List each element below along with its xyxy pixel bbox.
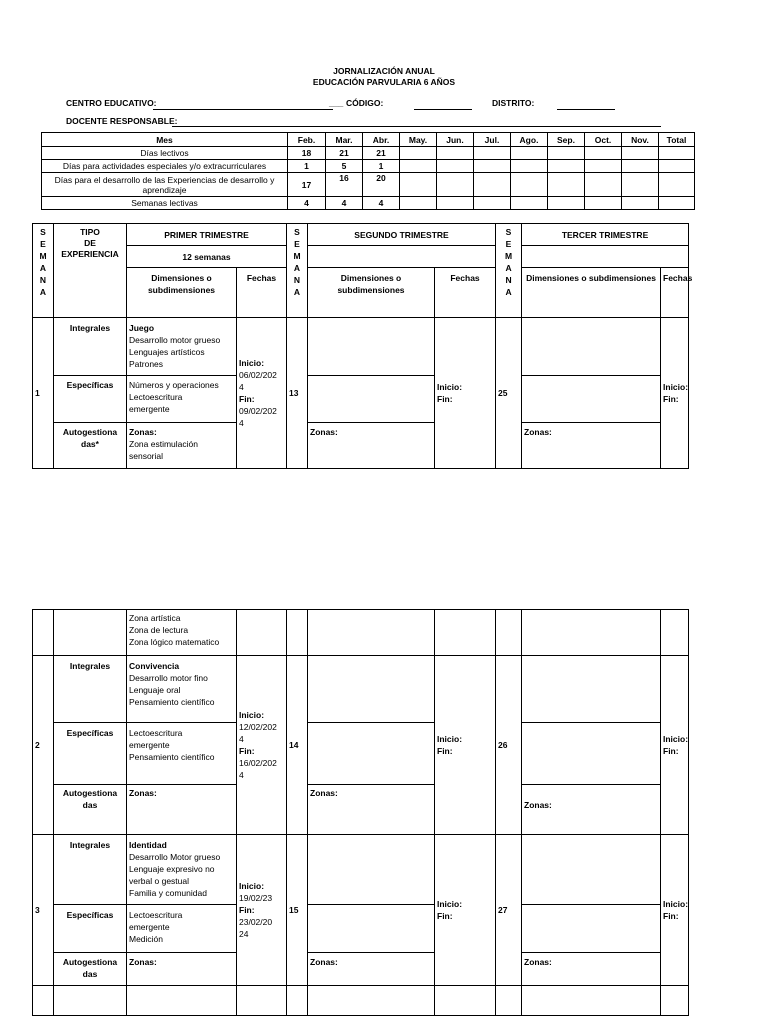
fechas-header: Fechas [435,268,496,318]
inicio-label: Inicio: [437,382,463,392]
cell-value: 4 [288,197,326,210]
month-oct: Oct. [585,133,622,147]
cell-empty [661,986,689,1016]
especificas-label: Específicas [54,723,127,785]
fin-label: Fin: [663,746,679,756]
cell-empty [522,610,661,656]
cell-empty [522,246,689,268]
fechas-header: Fechas [237,268,287,318]
integrales-label: Integrales [54,835,127,905]
week-number: 15 [287,835,308,986]
fin-label: Fin: [239,905,255,915]
week-number: 13 [287,318,308,469]
month-jun: Jun. [437,133,474,147]
zonas-label: Zonas: [308,423,435,469]
cell-empty [435,986,496,1016]
dimensiones-header: Dimensiones o subdimensiones [127,268,237,318]
cell-empty [308,656,435,723]
cell-empty [308,246,496,268]
row-label: Días lectivos [42,147,288,160]
cell-empty [496,610,522,656]
cell-empty [585,197,622,210]
integrales-cell [127,318,237,376]
week-number: 27 [496,835,522,986]
primer-trimestre-header: PRIMER TRIMESTRE [127,224,287,246]
week-number: 25 [496,318,522,469]
plan-table-weeks-2-3 [32,609,689,1016]
week-number: 3 [33,835,54,986]
tercer-trimestre-header: TERCER TRIMESTRE [522,224,689,246]
cell-empty [33,986,54,1016]
inicio-label: Inicio: [239,881,265,891]
row-label: Días para actividades especiales y/o extracurriculares [42,160,288,173]
integrales-label: Integrales [54,318,127,376]
cell-empty [437,160,474,173]
table-row [42,173,695,197]
integrales-items: Desarrollo Motor grueso Lenguaje expresivo no verbal o gestual Familia y comunidad [129,852,221,898]
cell-empty [511,197,548,210]
cell-empty [474,173,511,197]
cell-empty [659,147,695,160]
cell-empty [659,197,695,210]
cell-empty [548,197,585,210]
cell-empty [400,173,437,197]
fechas-cell [435,318,496,469]
week-number: 26 [496,656,522,835]
month-may: May. [400,133,437,147]
cell-empty [511,147,548,160]
zonas-label: Zonas: [127,785,237,835]
cell-empty [622,147,659,160]
cell-empty [287,986,308,1016]
title-line-1: JORNALIZACIÓN ANUAL [333,66,435,76]
cell-empty [474,147,511,160]
inicio-label: Inicio: [663,899,689,909]
inicio-label: Inicio: [437,734,463,744]
cell-empty [585,147,622,160]
fechas-cell [435,835,496,986]
cell-empty [287,610,308,656]
document-title [0,66,768,88]
integrales-title: Identidad [129,840,167,850]
docente-field[interactable] [172,126,661,127]
cell-empty [400,197,437,210]
fechas-cell [237,656,287,835]
cell-empty [548,147,585,160]
inicio-label: Inicio: [663,734,689,744]
integrales-label: Integrales [54,656,127,723]
especificas-items: Lectoescritura emergente Pensamiento científico [127,723,237,785]
cell-value: 21 [363,147,400,160]
fechas-cell [661,835,689,986]
cell-empty [548,173,585,197]
fechas-cell [237,318,287,469]
table-row [42,147,695,160]
integrales-title: Convivencia [129,661,180,671]
months-table [41,132,695,210]
distrito-field[interactable] [557,109,615,110]
cell-empty [308,376,435,423]
especificas-label: Específicas [54,376,127,423]
week-number: 2 [33,656,54,835]
cell-empty [400,160,437,173]
plan-table-week1 [32,223,693,469]
cell-empty [127,986,237,1016]
integrales-cell [127,835,237,905]
centro-field[interactable] [153,109,333,110]
cell-value: 20 [363,173,400,197]
autogestionadas-label: Autogestiona das* [54,423,127,469]
segundo-trimestre-header: SEGUNDO TRIMESTRE [308,224,496,246]
cell-empty [474,197,511,210]
week-number: 14 [287,656,308,835]
dimensiones-header: Dimensiones o subdimensiones [522,268,661,318]
fechas-header: Fechas [661,268,689,318]
cell-empty [522,656,661,723]
month-ago: Ago. [511,133,548,147]
cell-empty [437,147,474,160]
especificas-items: Números y operaciones Lectoescritura emergente [127,376,237,423]
zonas-label: Zonas: [522,785,661,835]
fin-label: Fin: [437,911,453,921]
especificas-label: Específicas [54,905,127,953]
row-label: Días para el desarrollo de las Experiencias de desarrollo y aprendizaje [42,173,288,197]
cell-empty [622,173,659,197]
week-number: 1 [33,318,54,469]
cell-empty [308,905,435,953]
cell-empty [548,160,585,173]
cell-empty [435,610,496,656]
zonas-label: Zonas: [308,953,435,986]
inicio-date: 06/02/202 4 [239,370,277,392]
cell-empty [659,160,695,173]
semanas-count: 12 semanas [127,246,287,268]
fin-label: Fin: [663,911,679,921]
codigo-label: CÓDIGO: [346,98,384,108]
cell-empty [585,160,622,173]
cell-empty [496,986,522,1016]
cell-value: 5 [326,160,363,173]
distrito-label: DISTRITO: [492,98,535,108]
cell-empty [622,197,659,210]
cell-empty [308,986,435,1016]
cell-value: 21 [326,147,363,160]
cell-empty [661,610,689,656]
zonas-cell [127,423,237,469]
cell-empty [237,610,287,656]
fechas-cell [435,656,496,835]
cell-empty [522,986,661,1016]
fin-date: 09/02/202 4 [239,406,277,428]
cell-empty [400,147,437,160]
cell-value: 1 [363,160,400,173]
cell-empty [308,723,435,785]
centro-small-blank: ___ [329,98,344,108]
cell-empty [511,160,548,173]
fechas-cell [661,656,689,835]
cell-empty [622,160,659,173]
zonas-items: Zona estimulación sensorial [129,439,198,461]
cell-empty [33,610,54,656]
semana-header: S E M A N A [33,224,54,318]
month-total: Total [659,133,695,147]
integrales-items: Desarrollo motor fino Lenguaje oral Pensamiento científico [129,673,215,707]
tipo-header: TIPO DE EXPERIENCIA [54,224,127,318]
table-row [42,160,695,173]
fin-date: 16/02/202 4 [239,758,277,780]
integrales-cell [127,656,237,723]
table-row [42,197,695,210]
month-feb: Feb. [288,133,326,147]
month-sep: Sep. [548,133,585,147]
docente-label: DOCENTE RESPONSABLE: [66,116,178,126]
inicio-date: 19/02/23 [239,893,273,903]
integrales-title: Juego [129,323,155,333]
fin-label: Fin: [437,746,453,756]
fin-label: Fin: [663,394,679,404]
inicio-date: 12/02/202 4 [239,722,277,744]
cell-empty [522,723,661,785]
cell-empty [237,986,287,1016]
month-nov: Nov. [622,133,659,147]
cell-empty [54,986,127,1016]
especificas-items: Lectoescritura emergente Medición [127,905,237,953]
title-line-2: EDUCACIÓN PARVULARIA 6 AÑOS [312,77,456,87]
cell-empty [585,173,622,197]
month-jul: Jul. [474,133,511,147]
codigo-field[interactable] [414,109,472,110]
inicio-label: Inicio: [437,899,463,909]
cell-empty [437,197,474,210]
inicio-label: Inicio: [239,710,265,720]
cell-value: 1 [288,160,326,173]
inicio-label: Inicio: [239,358,265,368]
cell-empty [522,835,661,905]
cell-empty [308,835,435,905]
cell-empty [511,173,548,197]
integrales-items: Desarrollo motor grueso Lenguajes artísticos Patrones [129,335,221,369]
autogestionadas-label: Autogestiona das [54,785,127,835]
cell-empty [522,376,661,423]
zonas-label: Zonas: [127,953,237,986]
fin-label: Fin: [239,746,255,756]
cell-value: 4 [363,197,400,210]
fin-label: Fin: [437,394,453,404]
semana-header: S E M A N A [287,224,308,318]
dimensiones-header: Dimensiones o subdimensiones [308,268,435,318]
cell-empty [659,173,695,197]
centro-label: CENTRO EDUCATIVO: [66,98,157,108]
zonas-label: Zonas: [522,423,661,469]
fechas-cell [661,318,689,469]
cell-empty [522,318,661,376]
cell-empty [474,160,511,173]
fechas-cell [237,835,287,986]
cell-empty [308,318,435,376]
zonas-label: Zonas: [522,953,661,986]
semana-header: S E M A N A [496,224,522,318]
cell-value: 17 [288,173,326,197]
cell-empty [437,173,474,197]
zonas-label: Zonas: [308,785,435,835]
mes-header: Mes [42,133,288,147]
fin-label: Fin: [239,394,255,404]
cell-empty [308,610,435,656]
cell-empty [522,905,661,953]
cell-empty [54,610,127,656]
cell-value: 18 [288,147,326,160]
row-label: Semanas lectivas [42,197,288,210]
cell-value: 16 [326,173,363,197]
month-abr: Abr. [363,133,400,147]
months-header-row [42,133,695,147]
fin-date: 23/02/20 24 [239,917,273,939]
autogestionadas-label: Autogestiona das [54,953,127,986]
month-mar: Mar. [326,133,363,147]
zonas-label: Zonas: [129,427,157,437]
inicio-label: Inicio: [663,382,689,392]
zonas-items: Zona artística Zona de lectura Zona lógico matematico [127,610,237,656]
cell-value: 4 [326,197,363,210]
